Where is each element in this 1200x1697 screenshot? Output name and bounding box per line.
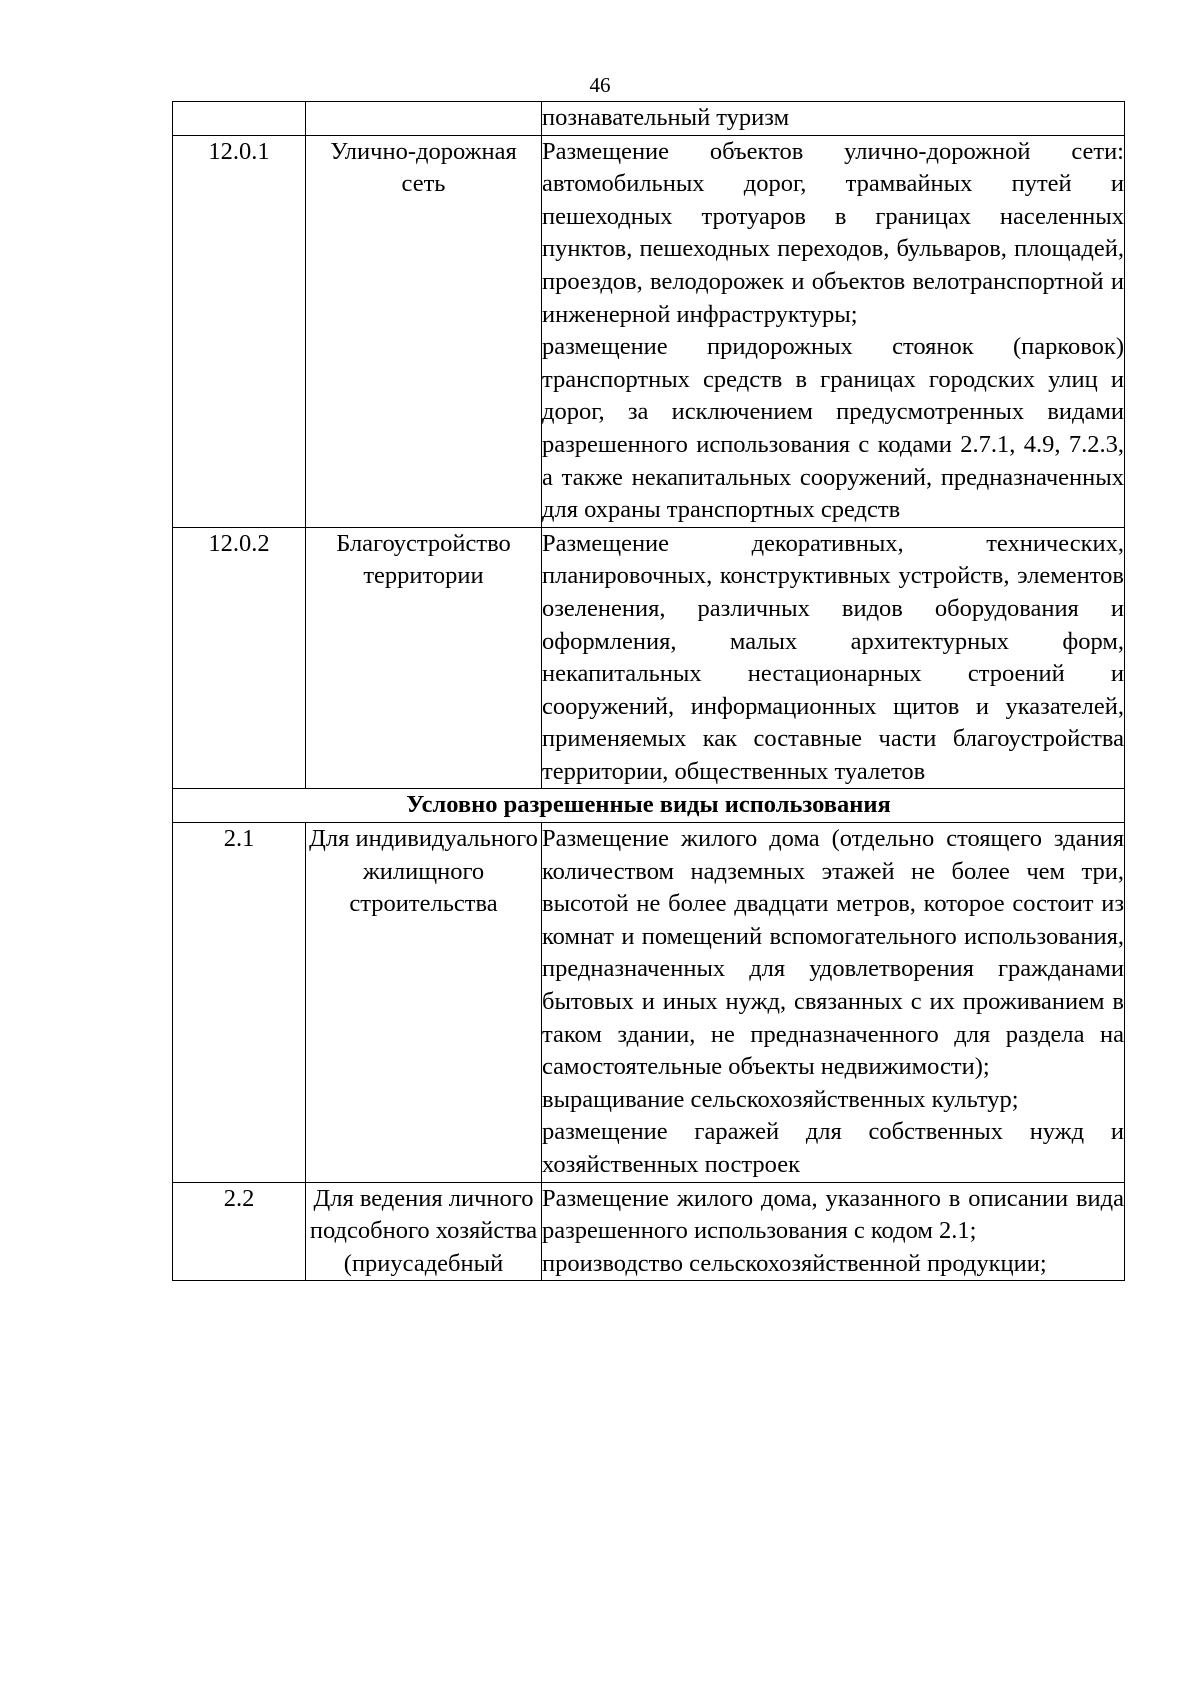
description-paragraph: Размещение жилого дома (отдельно стоящего здания количеством надземных этажей не более чем три, высотой не более двадцати метров, которое состоит из комнат и помещений вспомогательного использования, предназначенных для удовлетворения гражданами бытовых и иных нужд, связанных с их проживанием в таком здании, не предназначенного для раздела на самостоятельные объекты недвижимости); xyxy=(542,825,1124,1081)
table-row xyxy=(173,527,1125,789)
row-name: Улично-дорожная сеть xyxy=(306,135,542,527)
row-description xyxy=(542,102,1125,136)
section-title: Условно разрешенные виды использования xyxy=(173,789,1125,823)
row-description xyxy=(542,135,1125,527)
row-description xyxy=(542,527,1125,789)
row-name: Благоустройство территории xyxy=(306,527,542,789)
description-paragraph: размещение гаражей для собственных нужд и хозяйственных построек xyxy=(542,1118,1124,1178)
row-code: 2.1 xyxy=(173,823,306,1183)
table-row xyxy=(173,1182,1125,1281)
row-name: Для ведения личного подсобного хозяйства (приусадебный xyxy=(306,1182,542,1281)
description-paragraph: Размещение объектов улично-дорожной сети: автомобильных дорог, трамвайных путей и пешеходных тротуаров в границах населенных пунктов, пешеходных переходов, бульваров, площадей, проездов, велодорожек и объектов велотранспортной и инженерной инфраструктуры; xyxy=(542,137,1124,328)
row-code xyxy=(173,102,306,136)
description-paragraph: выращивание сельскохозяйственных культур; xyxy=(542,1085,1019,1113)
description-paragraph: размещение придорожных стоянок (парковок) транспортных средств в границах городских улиц и дорог, за исключением предусмотренных видами разрешенного использования с кодами 2.7.1, 4.9, 7.2.3, а также некапитальных сооружений, предназначенных для охраны транспортных средств xyxy=(542,333,1124,524)
description-paragraph: производство сельскохозяйственной продукции; xyxy=(542,1249,1047,1277)
table-row xyxy=(173,823,1125,1183)
table-row xyxy=(173,102,1125,136)
row-name xyxy=(306,102,542,136)
row-name: Для индивидуального жилищного строительства xyxy=(306,823,542,1183)
row-code: 12.0.2 xyxy=(173,527,306,789)
table-row xyxy=(173,135,1125,527)
land-use-table xyxy=(172,101,1125,1281)
section-header-row xyxy=(173,789,1125,823)
row-code: 2.2 xyxy=(173,1182,306,1281)
row-code: 12.0.1 xyxy=(173,135,306,527)
description-paragraph: Размещение жилого дома, указанного в описании вида разрешенного использования с кодом 2.1; xyxy=(542,1184,1124,1245)
page-number: 46 xyxy=(589,73,611,97)
row-description xyxy=(542,1182,1125,1281)
description-paragraph: Размещение декоративных, технических, планировочных, конструктивных устройств, элементов озеленения, различных видов оборудования и оформления, малых архитектурных форм, некапитальных нестационарных строений и сооружений, информационных щитов и указателей, применяемых как составные части благоустройства территории, общественных туалетов xyxy=(542,529,1124,785)
row-description xyxy=(542,823,1125,1183)
description-paragraph: познавательный туризм xyxy=(542,104,790,131)
